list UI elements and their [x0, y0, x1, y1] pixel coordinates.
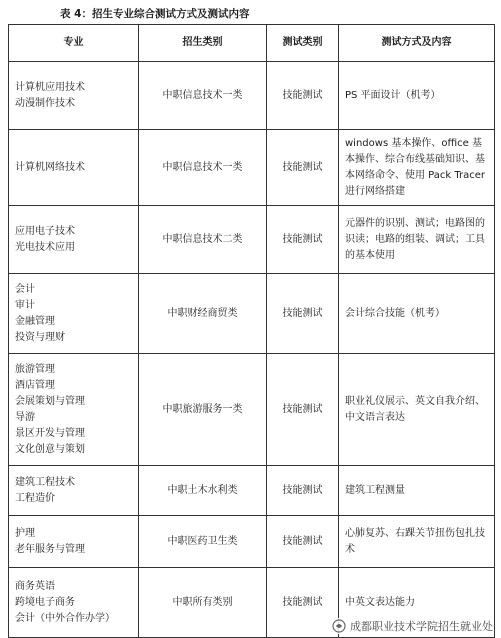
major-cell — [9, 568, 139, 638]
category-cell: 中职旅游服务一类 — [139, 354, 267, 466]
major-name: 计算机应用技术 — [15, 81, 85, 93]
category-cell: 中职财经商贸类 — [139, 274, 267, 354]
test-type-cell: 技能测试 — [267, 62, 339, 130]
major-name: 金融管理 — [15, 315, 55, 327]
test-content-cell: 元器件的识别、测试；电路图的识读；电路的组装、调试；工具的基本使用 — [339, 206, 495, 274]
major-name: 老年服务与管理 — [15, 543, 85, 555]
major-name: 旅游管理 — [15, 363, 55, 375]
major-name: 动漫制作技术 — [15, 97, 75, 109]
test-type-cell: 技能测试 — [267, 206, 339, 274]
table-row — [9, 354, 495, 466]
major-name: 导游 — [15, 411, 35, 423]
admissions-test-table — [8, 24, 495, 638]
header-major: 专业 — [9, 25, 139, 62]
major-name: 景区开发与管理 — [15, 427, 85, 439]
major-cell — [9, 354, 139, 466]
major-name: 会计（中外合作办学） — [15, 612, 115, 624]
test-content-cell: 职业礼仪展示、英文自我介绍、中文语言表达 — [339, 354, 495, 466]
major-cell — [9, 516, 139, 568]
test-type-cell: 技能测试 — [267, 568, 339, 638]
table-row — [9, 466, 495, 516]
test-content-cell: 建筑工程测量 — [339, 466, 495, 516]
category-cell: 中职所有类别 — [139, 568, 267, 638]
wechat-official-account-icon — [332, 619, 346, 633]
major-cell — [9, 130, 139, 206]
major-name: 光电技术应用 — [15, 241, 75, 253]
test-content-cell: PS 平面设计（机考） — [339, 62, 495, 130]
major-name: 工程造价 — [15, 492, 55, 504]
major-name: 应用电子技术 — [15, 225, 75, 237]
header-test-type: 测试类别 — [267, 25, 339, 62]
table-row — [9, 62, 495, 130]
test-type-cell: 技能测试 — [267, 354, 339, 466]
header-row — [9, 25, 495, 62]
test-content-cell: 会计综合技能（机考） — [339, 274, 495, 354]
category-cell: 中职土木水利类 — [139, 466, 267, 516]
major-name: 计算机网络技术 — [15, 161, 85, 173]
test-type-cell: 技能测试 — [267, 274, 339, 354]
watermark — [332, 618, 493, 634]
major-name: 文化创意与策划 — [15, 443, 85, 455]
test-type-cell: 技能测试 — [267, 130, 339, 206]
major-name: 会展策划与管理 — [15, 395, 85, 407]
major-cell — [9, 274, 139, 354]
major-name: 商务英语 — [15, 580, 55, 592]
table-row — [9, 130, 495, 206]
test-content-cell: 中英文表达能力 — [339, 568, 495, 638]
major-name: 审计 — [15, 299, 35, 311]
major-name: 建筑工程技术 — [15, 476, 75, 488]
category-cell: 中职信息技术一类 — [139, 130, 267, 206]
table-row — [9, 516, 495, 568]
table-caption: 表 4：招生专业综合测试方式及测试内容 — [60, 8, 250, 20]
major-name: 跨境电子商务 — [15, 596, 75, 608]
table-row — [9, 274, 495, 354]
test-type-cell: 技能测试 — [267, 466, 339, 516]
watermark-text: 成都职业技术学院招生就业处 — [350, 620, 493, 633]
major-cell — [9, 206, 139, 274]
header-test-content: 测试方式及内容 — [339, 25, 495, 62]
major-name: 会计 — [15, 283, 35, 295]
category-cell: 中职信息技术二类 — [139, 206, 267, 274]
major-cell — [9, 466, 139, 516]
test-type-cell: 技能测试 — [267, 516, 339, 568]
test-content-cell: windows 基本操作、office 基本操作、综合布线基础知识、基本网络命令、使用 Pack Tracer 进行网络搭建 — [339, 130, 495, 206]
major-name: 投资与理财 — [15, 331, 65, 343]
category-cell: 中职信息技术一类 — [139, 62, 267, 130]
category-cell: 中职医药卫生类 — [139, 516, 267, 568]
header-category: 招生类别 — [139, 25, 267, 62]
table-row — [9, 206, 495, 274]
major-name: 护理 — [15, 527, 35, 539]
test-content-cell: 心肺复苏、右踝关节扭伤包扎技术 — [339, 516, 495, 568]
major-cell — [9, 62, 139, 130]
major-name: 酒店管理 — [15, 379, 55, 391]
